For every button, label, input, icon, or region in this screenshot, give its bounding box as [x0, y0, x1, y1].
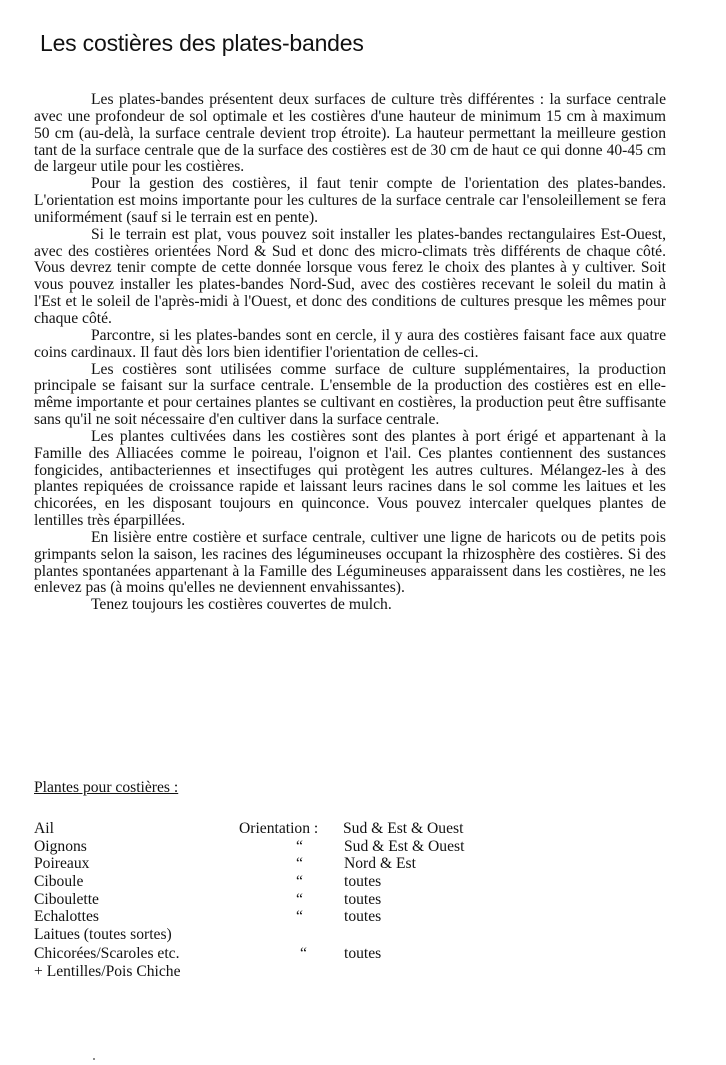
plant-name: + Lentilles/Pois Chiche	[34, 962, 181, 980]
plant-row	[34, 945, 534, 963]
plant-row	[34, 963, 534, 981]
page-title: Les costières des plates-bandes	[40, 30, 364, 56]
ditto-mark: “	[300, 944, 307, 962]
plant-name: Poireaux	[34, 855, 90, 873]
plant-name: Ail	[34, 820, 54, 837]
paragraph: Les plates-bandes présentent deux surfaces de culture très différentes : la surface centrale avec une profondeur de sol optimale et les costières d'une hauteur de minimum 15 cm à maximum 50 cm (au-delà, la surface centrale devient trop étroite). La hauteur permettant la meilleure gestion tant de la surface centrale que de la surface des costières est de 30 cm de haut ce qui donne 40-45 cm de largeur utile pour les costières.	[34, 91, 666, 176]
plant-orientation: toutes	[344, 908, 382, 926]
plant-name: Chicorées/Scaroles etc.	[34, 944, 180, 962]
plants-heading: Plantes pour costières :	[34, 779, 179, 796]
plant-name: Ciboule	[34, 873, 84, 891]
plant-name: Oignons	[34, 837, 87, 855]
plant-orientation: Sud & Est & Ouest	[343, 820, 464, 837]
plant-row	[34, 838, 534, 856]
orientation-label: Orientation :	[239, 820, 319, 837]
paragraph: Si le terrain est plat, vous pouvez soit installer les plates-bandes rectangulaires Est-Ouest, avec des costières orientées Nord & Sud et donc des micro-climats très différents de chaque côté. Vous devrez tenir compte de cette donnée lorsque vous ferez le choix des plantes à y cultiver. Soit vous pouvez installer les plates-bandes Nord-Sud, avec des costières recevant le soleil du matin à l'Est et le soleil de l'après-midi à l'Ouest, et donc des conditions de cultures presque les mêmes pour chaque côté.	[34, 225, 666, 327]
scan-speck	[93, 1058, 95, 1060]
plant-row	[34, 908, 534, 926]
plant-row	[34, 873, 534, 891]
plant-row	[34, 855, 534, 873]
ditto-mark: “	[296, 855, 303, 873]
ditto-mark: “	[296, 908, 303, 926]
plant-name: Laitues (toutes sortes)	[34, 926, 172, 944]
plant-name: Ciboulette	[34, 890, 99, 908]
plant-row	[34, 926, 534, 944]
paragraph: En lisière entre costière et surface centrale, cultiver une ligne de haricots ou de petits pois grimpants selon la saison, les racines des légumineuses occupant la rhizosphère des costières. Si des plantes spontanées appartenant à la Famille des Légumineuses apparaissent dans les costières, ne les enlevez pas (à moins qu'elles ne deviennent envahissantes).	[34, 528, 666, 597]
plant-row	[34, 891, 534, 909]
plant-orientation: toutes	[344, 890, 382, 908]
ditto-mark: “	[296, 890, 303, 908]
paragraph: Tenez toujours les costières couvertes de mulch.	[91, 596, 392, 614]
ditto-mark: “	[296, 837, 303, 855]
plant-name: Echalottes	[34, 908, 99, 926]
paragraph: Pour la gestion des costières, il faut tenir compte de l'orientation des plates-bandes. L'orientation est moins importante pour les cultures de la surface centrale car l'ensoleillement se fera uniformément (sauf si le terrain est en pente).	[34, 175, 666, 226]
ditto-mark: “	[296, 873, 303, 891]
plant-orientation: toutes	[344, 873, 382, 891]
plants-list	[34, 820, 534, 980]
paragraph: Les costières sont utilisées comme surface de culture supplémentaires, la production principale se faisant sur la surface centrale. L'ensemble de la production des costières est en elle-même importante et pour certaines plantes se cultivant en costières, la production peut être suffisante sans qu'il ne soit nécessaire d'en cultiver dans la surface centrale.	[34, 360, 666, 429]
plant-orientation: toutes	[344, 944, 382, 962]
paragraph: Parcontre, si les plates-bandes sont en cercle, il y aura des costières faisant face aux quatre coins cardinaux. Il faut dès lors bien identifier l'orientation de celles-ci.	[34, 326, 666, 361]
paragraph: Les plantes cultivées dans les costières sont des plantes à port érigé et appartenant à la Famille des Alliacées comme le poireau, l'oignon et l'ail. Ces plantes contiennent des sustances fongicides, antibacteriennes et insectifuges qui protègent les autres cultures. Mélangez-les à des plantes repiquées de croissance rapide et laissant leurs racines dans le sol comme les laitues et les chicorées, en les disposant toujours en quinconce. Vous pouvez intercaler quelques plantes de lentilles très éparpillées.	[34, 427, 666, 530]
plant-orientation: Sud & Est & Ouest	[344, 837, 465, 855]
body-text	[34, 92, 666, 614]
plant-orientation: Nord & Est	[344, 855, 416, 873]
plant-row	[34, 820, 534, 838]
